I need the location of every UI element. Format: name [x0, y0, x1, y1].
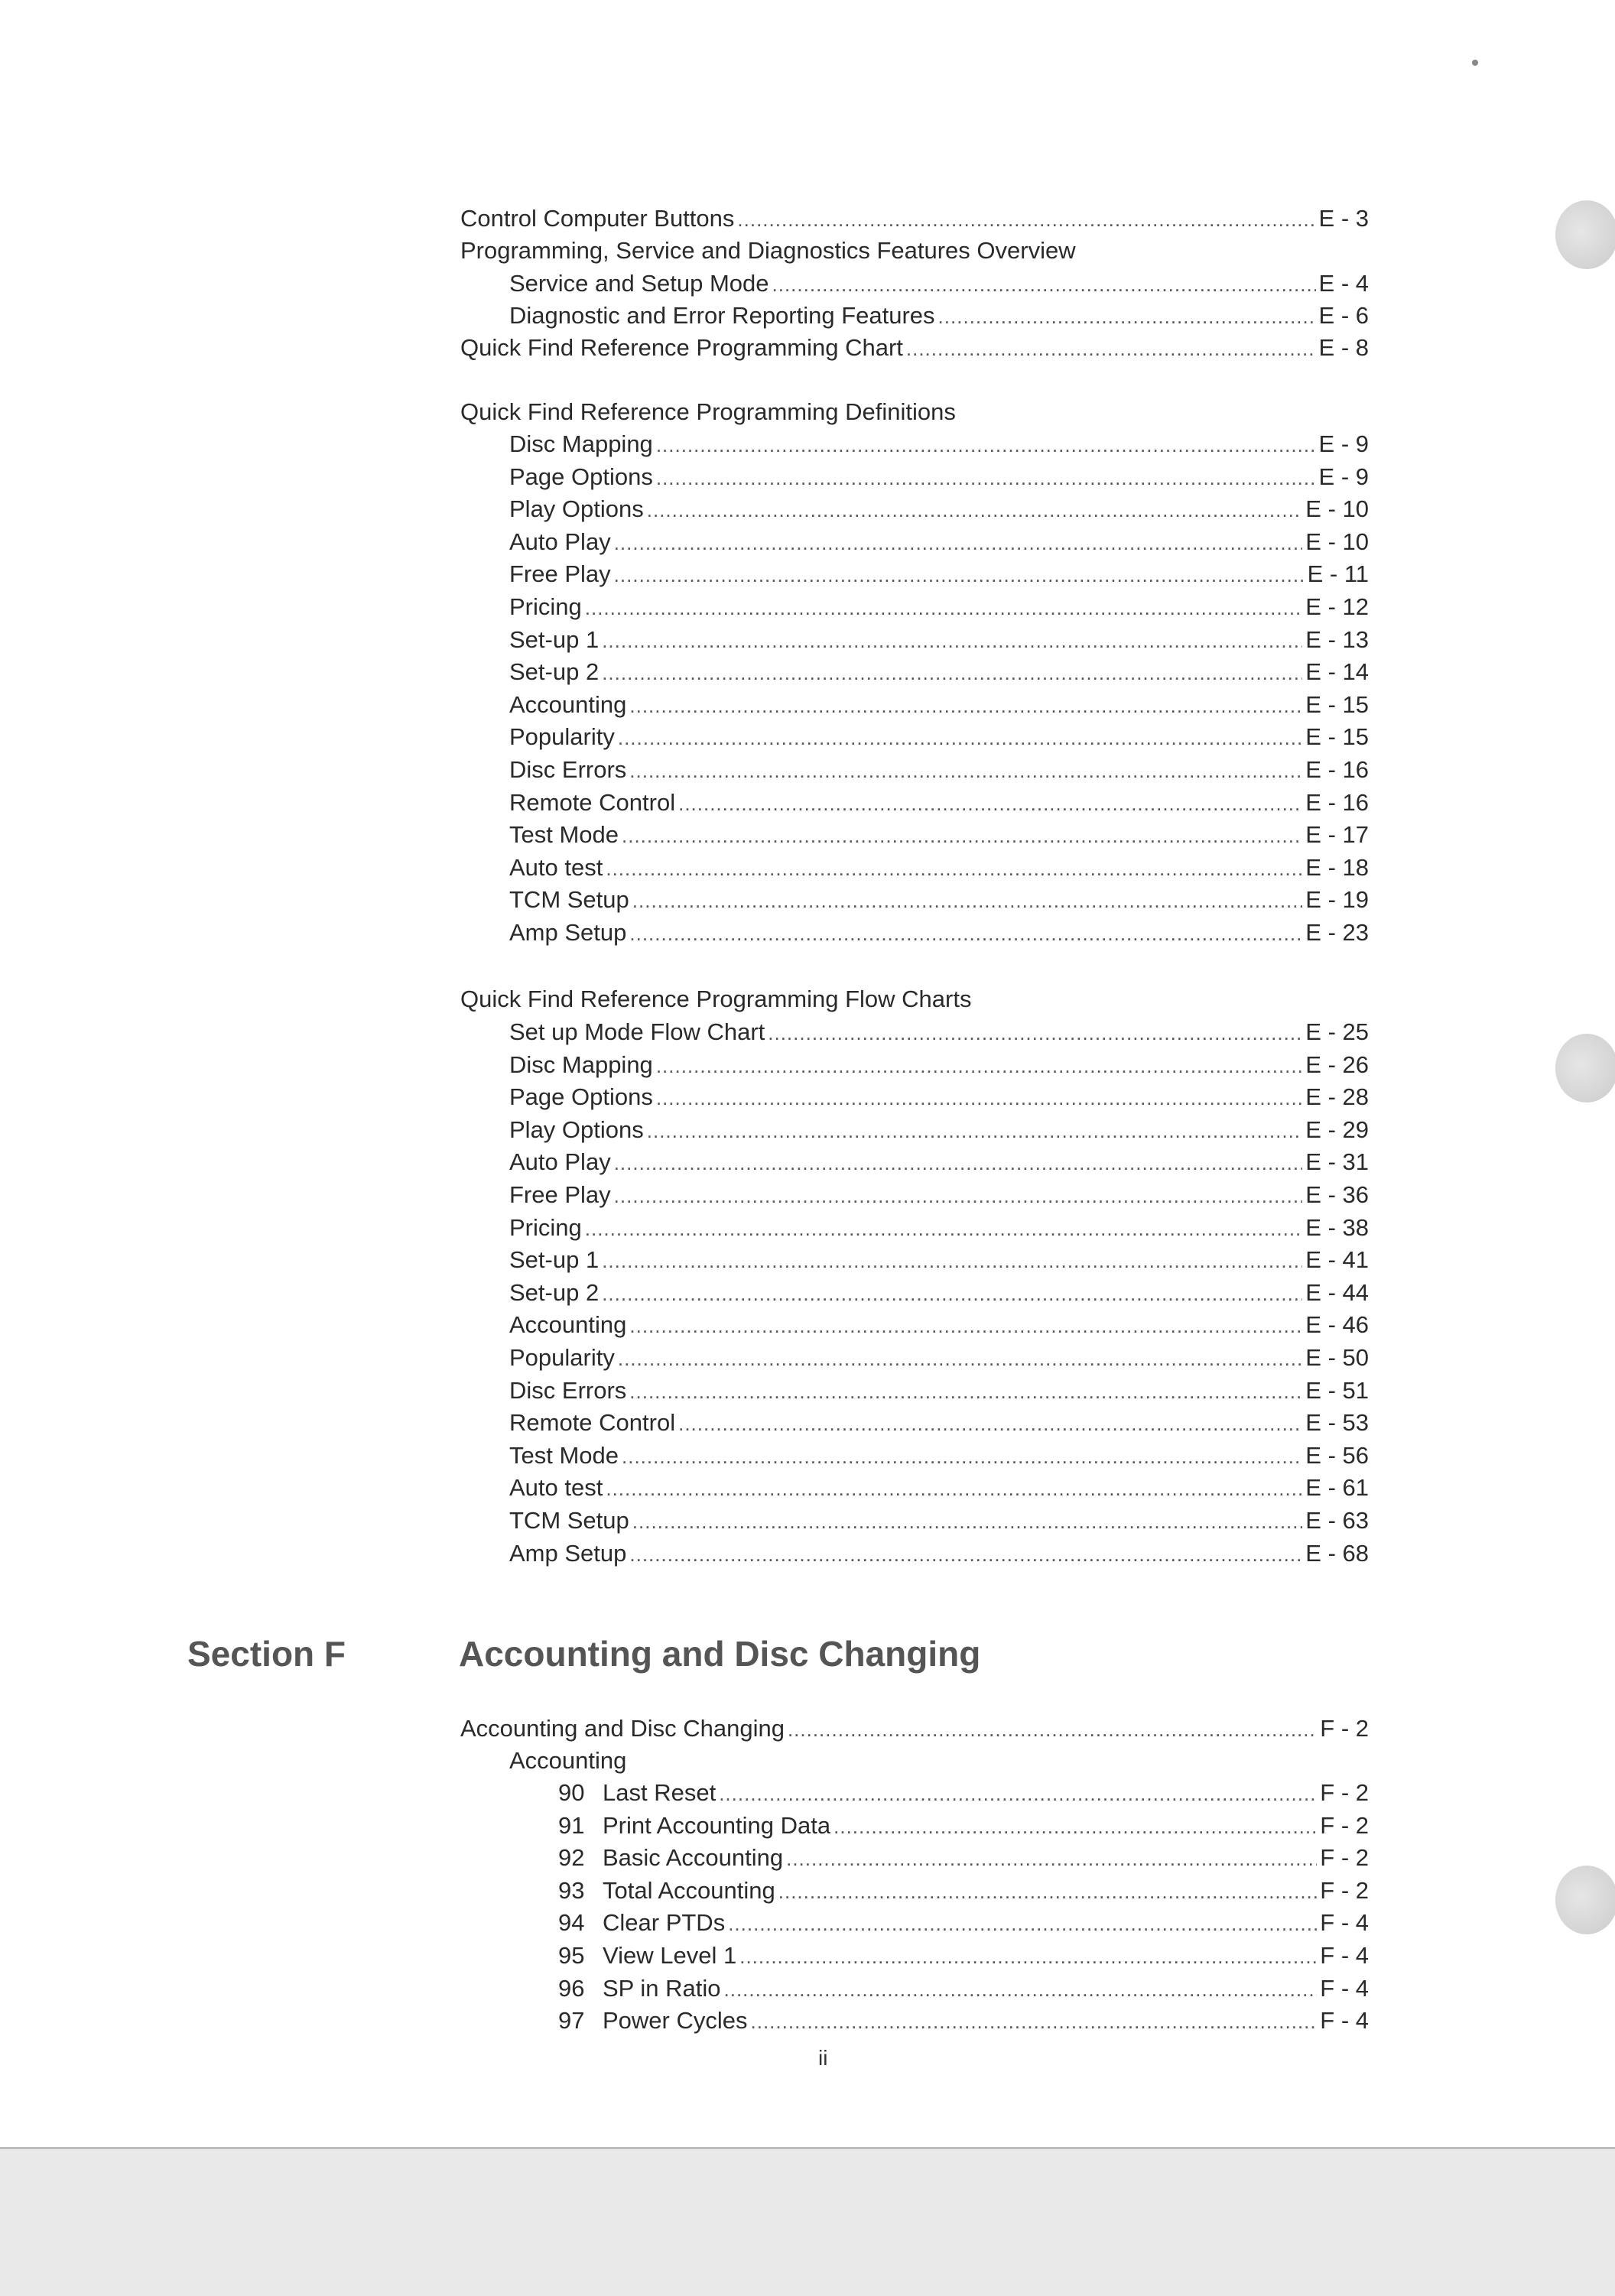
dot-leader: [739, 1940, 1317, 1973]
toc-entry-page: E - 23: [1305, 919, 1369, 946]
toc-entry-page: E - 8: [1318, 334, 1369, 361]
dot-leader: [614, 527, 1303, 559]
toc-entry-label: Remote Control: [509, 788, 676, 816]
toc-entry-page: E - 14: [1305, 658, 1369, 686]
toc-entry-page: E - 12: [1305, 593, 1369, 620]
dot-leader: [602, 1278, 1302, 1310]
toc-entry-page: E - 36: [1305, 1181, 1369, 1208]
toc-entry-label: Set-up 1: [509, 625, 600, 653]
toc-entry-label: Pricing: [509, 1213, 582, 1241]
dot-leader: [622, 1440, 1302, 1473]
toc-entry-number: 97: [558, 2007, 585, 2035]
dot-leader: [938, 300, 1316, 333]
toc-entry: [509, 1375, 1369, 1407]
toc-entry-label: [558, 1973, 721, 2005]
toc-entry: [509, 1244, 1369, 1276]
dot-leader: [788, 1713, 1317, 1746]
toc-entry-page: E - 38: [1305, 1213, 1369, 1241]
toc-entry: [509, 526, 1369, 558]
toc-entry: [509, 591, 1369, 623]
toc-entry-label: Test Mode: [509, 1441, 619, 1469]
section-title: Accounting and Disc Changing: [459, 1634, 981, 1674]
dot-leader: [906, 333, 1316, 365]
dot-leader: [778, 1875, 1318, 1908]
toc-entry-page: E - 15: [1305, 690, 1369, 718]
punch-hole-top: [1555, 200, 1615, 269]
toc-entry-text: Power Cycles: [603, 2007, 748, 2035]
toc-entry-label: Free Play: [509, 1181, 611, 1208]
toc-entry: [509, 1277, 1369, 1309]
toc-entry-label: [558, 1842, 783, 1874]
dot-leader: [606, 1473, 1302, 1505]
toc-entry-label: Amp Setup: [509, 919, 627, 946]
toc-entry: [558, 1777, 1369, 1809]
toc-entry-page: E - 10: [1305, 495, 1369, 523]
flow-charts-heading: Quick Find Reference Programming Flow Charts: [460, 986, 972, 1012]
toc-entry-page: E - 29: [1305, 1116, 1369, 1143]
toc-entry-label: Control Computer Buttons: [460, 205, 735, 232]
toc-entry: [509, 819, 1369, 851]
toc-entry-label: Remote Control: [509, 1409, 676, 1437]
toc-entry-label: Accounting: [509, 690, 627, 718]
toc-entry-page: E - 31: [1305, 1148, 1369, 1176]
toc-entry-page: E - 25: [1305, 1018, 1369, 1045]
toc-entry-label: [558, 1875, 775, 1907]
dot-leader: [728, 1908, 1317, 1940]
dot-leader: [585, 592, 1303, 624]
toc-entry-label: Auto test: [509, 1474, 603, 1502]
toc-entry: [509, 689, 1369, 721]
toc-entry-label: Play Options: [509, 1116, 644, 1143]
toc-entry-page: E - 15: [1305, 723, 1369, 751]
dot-leader: [632, 885, 1303, 917]
toc-entry-page: E - 18: [1305, 853, 1369, 881]
scanner-bottom-edge: [0, 2147, 1615, 2296]
toc-entry: [509, 1212, 1369, 1244]
toc-entry-label: Quick Find Reference Programming Chart: [460, 334, 903, 361]
toc-entry-number: 95: [558, 1942, 585, 1969]
toc-entry-text: Last Reset: [603, 1779, 717, 1806]
toc-entry-page: E - 9: [1318, 463, 1369, 490]
toc-entry-number: 94: [558, 1909, 585, 1937]
definitions-heading: Quick Find Reference Programming Definitions: [460, 398, 956, 425]
toc-entry: [558, 1907, 1369, 1939]
toc-entry: [509, 1146, 1369, 1178]
toc-entry-number: 91: [558, 1811, 585, 1839]
toc-entry-label: Page Options: [509, 463, 653, 490]
toc-entry-label: Accounting and Disc Changing: [460, 1715, 785, 1742]
toc-entry-label: Test Mode: [509, 821, 619, 849]
dot-leader: [618, 722, 1302, 754]
toc-entry-text: Print Accounting Data: [603, 1811, 831, 1839]
dot-leader: [629, 1375, 1302, 1408]
toc-entry: [509, 656, 1369, 688]
toc-entry-label: Free Play: [509, 560, 611, 588]
toc-entry-label: Diagnostic and Error Reporting Features: [509, 302, 935, 329]
toc-entry: [558, 1842, 1369, 1874]
toc-entry-label: Auto Play: [509, 1148, 611, 1176]
toc-entry: [460, 332, 1369, 364]
toc-entry-label: [558, 1777, 716, 1809]
toc-entry-label: Disc Errors: [509, 756, 627, 783]
toc-entry-page: E - 10: [1305, 528, 1369, 555]
toc-entry-page: F - 2: [1320, 1844, 1369, 1872]
toc-entry: [509, 1472, 1369, 1504]
dot-leader: [678, 788, 1302, 820]
dot-leader: [614, 1147, 1303, 1179]
toc-entry-label: Auto test: [509, 853, 603, 881]
dot-leader: [656, 1050, 1302, 1082]
toc-entry: [509, 884, 1369, 916]
toc-entry-label: Disc Mapping: [509, 1051, 653, 1078]
dot-leader: [618, 1343, 1302, 1375]
toc-entry: [558, 2005, 1369, 2037]
toc-entry-page: F - 2: [1320, 1876, 1369, 1904]
toc-entry-page: E - 4: [1318, 270, 1369, 297]
toc-entry: [509, 1114, 1369, 1146]
toc-entry-text: View Level 1: [603, 1942, 737, 1969]
toc-entry-number: 96: [558, 1974, 585, 2002]
dot-leader: [614, 1180, 1303, 1212]
dot-leader: [585, 1213, 1303, 1245]
dot-leader: [629, 1310, 1302, 1342]
dot-leader: [768, 1017, 1302, 1049]
dot-leader: [602, 657, 1302, 689]
toc-entry: [558, 1875, 1369, 1907]
toc-entry-label: Play Options: [509, 495, 644, 523]
toc-entry: [460, 203, 1369, 235]
dot-leader: [606, 852, 1302, 885]
toc-entry: [509, 1049, 1369, 1081]
dot-leader: [629, 755, 1302, 787]
dot-leader: [772, 268, 1316, 300]
toc-entry-label: Service and Setup Mode: [509, 270, 769, 297]
dot-leader: [833, 1810, 1317, 1843]
toc-entry-page: F - 2: [1320, 1779, 1369, 1806]
toc-entry: [509, 1505, 1369, 1537]
scan-speck: [1472, 60, 1478, 66]
toc-entry: [509, 852, 1369, 884]
toc-entry-label: [558, 1940, 736, 1972]
toc-entry-page: E - 56: [1305, 1441, 1369, 1469]
toc-entry: [509, 461, 1369, 493]
toc-entry-page: F - 4: [1320, 1942, 1369, 1969]
toc-entry-page: E - 28: [1305, 1083, 1369, 1111]
toc-entry-page: E - 6: [1318, 302, 1369, 329]
dot-leader: [724, 1973, 1318, 2005]
toc-entry-page: E - 3: [1318, 205, 1369, 232]
toc-entry-page: E - 53: [1305, 1409, 1369, 1437]
dot-leader: [786, 1843, 1317, 1875]
page-number: ii: [818, 2046, 828, 2070]
toc-entry-label: [558, 1810, 830, 1842]
toc-entry-page: F - 4: [1320, 1909, 1369, 1937]
toc-entry-page: F - 4: [1320, 1974, 1369, 2002]
toc-entry: [509, 917, 1369, 949]
toc-entry-label: Set up Mode Flow Chart: [509, 1018, 765, 1045]
toc-entry-label: Amp Setup: [509, 1539, 627, 1567]
toc-entry: [509, 721, 1369, 753]
toc-entry: [558, 1810, 1369, 1842]
dot-leader: [656, 462, 1316, 494]
toc-entry-page: E - 9: [1318, 430, 1369, 457]
dot-leader: [602, 625, 1302, 657]
toc-entry: [509, 428, 1369, 460]
toc-entry: [509, 1342, 1369, 1374]
toc-entry-page: E - 26: [1305, 1051, 1369, 1078]
toc-entry-text: Clear PTDs: [603, 1909, 726, 1937]
toc-entry: [509, 787, 1369, 819]
toc-entry: [509, 1440, 1369, 1472]
toc-entry: [460, 1713, 1369, 1745]
toc-entry: [509, 268, 1369, 300]
toc-entry: [509, 1538, 1369, 1570]
dot-leader: [632, 1505, 1303, 1538]
toc-entry: [558, 1973, 1369, 2005]
toc-entry-number: 90: [558, 1779, 585, 1806]
toc-entry: [509, 754, 1369, 786]
toc-entry-text: Total Accounting: [603, 1876, 775, 1904]
dot-leader: [629, 1538, 1302, 1570]
toc-entry-page: F - 2: [1320, 1811, 1369, 1839]
toc-entry-page: E - 46: [1305, 1311, 1369, 1339]
accounting-subheading: Accounting: [509, 1747, 627, 1774]
toc-entry-label: Pricing: [509, 593, 582, 620]
dot-leader: [629, 690, 1302, 722]
toc-entry-page: E - 51: [1305, 1376, 1369, 1404]
toc-entry-page: E - 19: [1305, 886, 1369, 914]
toc-entry: [509, 493, 1369, 525]
toc-entry-label: TCM Setup: [509, 1507, 629, 1534]
toc-entry-page: E - 16: [1305, 788, 1369, 816]
punch-hole-bottom: [1555, 1866, 1615, 1934]
toc-entry-page: E - 63: [1305, 1507, 1369, 1534]
toc-entry: [509, 300, 1369, 332]
toc-entry-page: F - 4: [1320, 2007, 1369, 2035]
toc-entry-label: [558, 1907, 725, 1939]
toc-entry-label: Disc Errors: [509, 1376, 627, 1404]
toc-entry-label: Set-up 1: [509, 1246, 600, 1274]
toc-entry-page: E - 41: [1305, 1246, 1369, 1274]
dot-leader: [719, 1778, 1317, 1810]
toc-entry: [509, 1081, 1369, 1113]
toc-entry-number: 93: [558, 1876, 585, 1904]
features-heading: Programming, Service and Diagnostics Features Overview: [460, 237, 1076, 264]
dot-leader: [614, 559, 1305, 591]
toc-entry-page: E - 16: [1305, 756, 1369, 783]
dot-leader: [629, 917, 1302, 950]
dot-leader: [656, 1082, 1302, 1114]
dot-leader: [647, 494, 1303, 526]
dot-leader: [656, 429, 1316, 461]
toc-entry-label: Set-up 2: [509, 658, 600, 686]
toc-entry: [509, 624, 1369, 656]
toc-entry-label: Page Options: [509, 1083, 653, 1111]
toc-entry-page: E - 68: [1305, 1539, 1369, 1567]
toc-entry-label: Disc Mapping: [509, 430, 653, 457]
toc-entry-page: E - 50: [1305, 1344, 1369, 1371]
dot-leader: [678, 1408, 1302, 1440]
toc-entry: [509, 1407, 1369, 1439]
dot-leader: [751, 2005, 1318, 2038]
toc-entry: [509, 1309, 1369, 1341]
toc-entry-page: F - 2: [1320, 1715, 1369, 1742]
toc-entry-label: [558, 2005, 748, 2037]
toc-entry-label: TCM Setup: [509, 886, 629, 914]
toc-entry-label: Popularity: [509, 1344, 615, 1371]
toc-entry-label: Accounting: [509, 1311, 627, 1339]
toc-entry: [558, 1940, 1369, 1972]
toc-entry-page: E - 61: [1305, 1474, 1369, 1502]
toc-entry-number: 92: [558, 1844, 585, 1872]
dot-leader: [622, 820, 1302, 852]
toc-entry-label: Popularity: [509, 723, 615, 751]
toc-entry: [509, 558, 1369, 590]
toc-entry: [509, 1016, 1369, 1048]
toc-entry-text: Basic Accounting: [603, 1844, 784, 1872]
toc-entry-text: SP in Ratio: [603, 1974, 721, 2002]
toc-entry-page: E - 11: [1307, 560, 1369, 588]
toc-entry-page: E - 13: [1305, 625, 1369, 653]
section-label: Section F: [187, 1634, 346, 1674]
toc-entry: [509, 1179, 1369, 1211]
toc-entry-page: E - 17: [1305, 821, 1369, 849]
toc-entry-page: E - 44: [1305, 1278, 1369, 1306]
punch-hole-middle: [1555, 1034, 1615, 1103]
dot-leader: [737, 203, 1315, 235]
toc-entry-label: Auto Play: [509, 528, 611, 555]
dot-leader: [647, 1115, 1303, 1147]
dot-leader: [602, 1245, 1302, 1277]
toc-entry-label: Set-up 2: [509, 1278, 600, 1306]
